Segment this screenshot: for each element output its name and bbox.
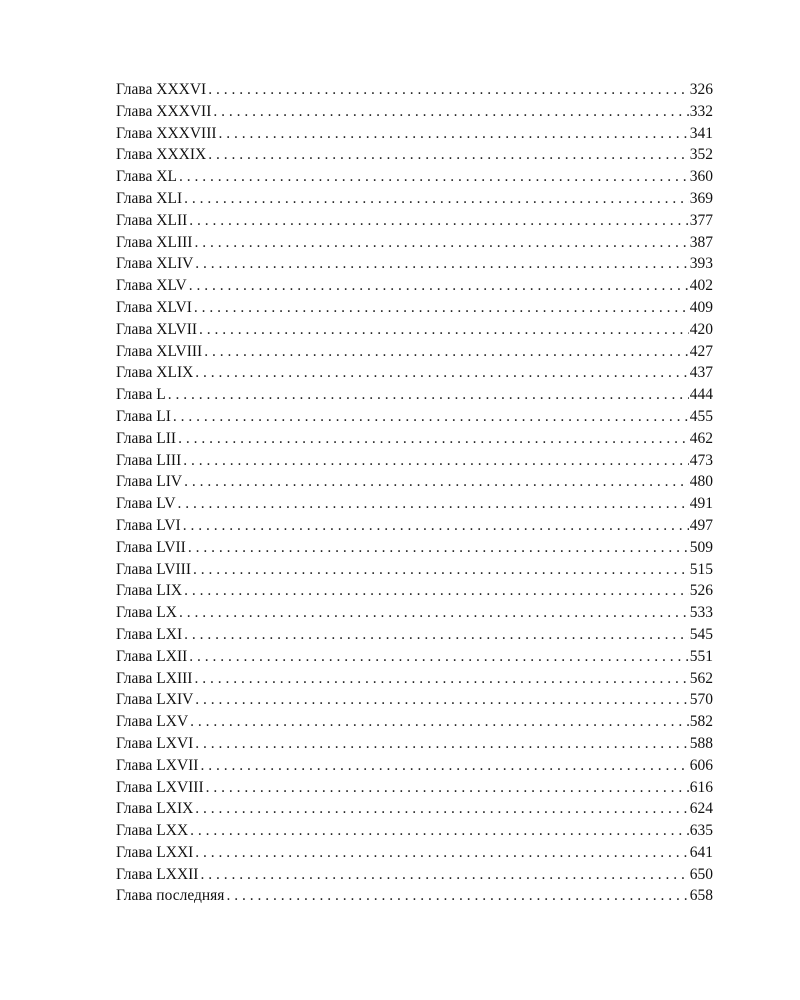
toc-dot-leader [199,319,689,341]
toc-entry[interactable] [116,711,713,733]
toc-entry-page: 455 [689,407,713,425]
toc-entry-title: Глава XLVI [116,298,192,316]
toc-entry[interactable] [116,144,713,166]
toc-dot-leader [178,428,689,450]
toc-entry-page: 497 [689,516,713,534]
toc-dot-leader [183,515,689,537]
toc-entry-page: 332 [689,102,713,120]
toc-dot-leader [195,253,688,275]
toc-entry-title: Глава LIII [116,451,182,469]
toc-entry[interactable] [116,232,713,254]
toc-entry-page: 624 [689,800,713,818]
toc-dot-leader [173,406,689,428]
toc-entry-page: 341 [689,124,713,142]
toc-entry[interactable] [116,341,713,363]
toc-entry-title: Глава LXIX [116,800,194,818]
toc-dot-leader [189,275,689,297]
toc-entry-page: 551 [689,647,713,665]
toc-dot-leader [219,123,689,145]
toc-entry[interactable] [116,188,713,210]
toc-entry[interactable] [116,842,713,864]
toc-dot-leader [184,580,689,602]
toc-entry-page: 526 [689,582,713,600]
toc-dot-leader [204,341,689,363]
toc-entry-page: 480 [689,473,713,491]
toc-entry-title: Глава LXVIII [116,778,204,796]
toc-entry-page: 588 [689,734,713,752]
toc-entry[interactable] [116,864,713,886]
toc-dot-leader [195,362,688,384]
toc-dot-leader [206,777,689,799]
toc-entry[interactable] [116,624,713,646]
toc-dot-leader [184,624,689,646]
toc-entry-title: Глава LVII [116,538,186,556]
toc-entry[interactable] [116,733,713,755]
toc-dot-leader [208,79,689,101]
toc-entry[interactable] [116,580,713,602]
toc-entry[interactable] [116,210,713,232]
toc-dot-leader [179,166,689,188]
toc-dot-leader [188,537,689,559]
toc-entry-title: Глава LII [116,429,177,447]
toc-entry-page: 462 [689,429,713,447]
toc-entry-page: 635 [689,822,713,840]
toc-dot-leader [194,297,689,319]
toc-entry-title: Глава XLVII [116,320,198,338]
toc-entry[interactable] [116,602,713,624]
toc-entry[interactable] [116,275,713,297]
toc-entry-page: 473 [689,451,713,469]
toc-entry[interactable] [116,646,713,668]
toc-entry[interactable] [116,820,713,842]
toc-entry-page: 377 [689,211,713,229]
toc-entry-title: Глава LIX [116,582,183,600]
toc-dot-leader [208,144,689,166]
toc-dot-leader [195,689,688,711]
toc-entry-title: Глава XXXIX [116,146,207,164]
toc-entry[interactable] [116,755,713,777]
toc-entry-title: Глава XL [116,168,177,186]
toc-dot-leader [179,602,689,624]
toc-dot-leader [200,755,688,777]
toc-entry[interactable] [116,537,713,559]
toc-dot-leader [195,733,688,755]
toc-dot-leader [184,471,689,493]
toc-entry[interactable] [116,79,713,101]
toc-dot-leader [190,711,689,733]
toc-entry-page: 533 [689,604,713,622]
toc-entry[interactable] [116,777,713,799]
toc-entry[interactable] [116,798,713,820]
toc-entry-title: Глава LVI [116,516,181,534]
toc-entry-title: Глава XLVIII [116,342,203,360]
toc-entry-page: 509 [689,538,713,556]
toc-dot-leader [168,384,689,406]
toc-entry-page: 360 [689,168,713,186]
toc-entry-title: Глава XXXVIII [116,124,217,142]
toc-entry[interactable] [116,362,713,384]
toc-entry-title: Глава XXXVI [116,81,207,98]
toc-dot-leader [178,493,689,515]
toc-dot-leader [184,188,689,210]
toc-entry[interactable] [116,166,713,188]
toc-entry-title: Глава XLV [116,277,187,295]
toc-entry-page: 616 [689,778,713,796]
toc-entry-page: 515 [689,560,713,578]
toc-entry-page: 562 [689,669,713,687]
toc-entry-title: Глава LXIV [116,691,194,709]
toc-dot-leader [183,450,689,472]
toc-entry-title: Глава LXIII [116,669,193,687]
toc-entry-title: Глава LXII [116,647,188,665]
toc-dot-leader [189,646,688,668]
toc-entry[interactable] [116,428,713,450]
toc-entry-page: 491 [689,495,713,513]
toc-entry-page: 444 [689,386,713,404]
toc-entry-title: Глава LX [116,604,177,622]
toc-entry[interactable] [116,450,713,472]
toc-entry-title: Глава XLII [116,211,188,229]
toc-entry-page: 582 [689,713,713,731]
table-of-contents [116,79,713,907]
toc-entry-title: Глава LXVII [116,756,199,774]
toc-entry-page: 402 [689,277,713,295]
toc-entry-title: Глава последняя [116,887,225,905]
toc-entry-page: 437 [689,364,713,382]
toc-entry[interactable] [116,559,713,581]
toc-entry[interactable] [116,297,713,319]
toc-entry-title: Глава LXXII [116,865,199,883]
toc-entry[interactable] [116,493,713,515]
toc-entry-page: 352 [689,146,713,164]
toc-entry-page: 369 [689,189,713,207]
toc-entry[interactable] [116,689,713,711]
toc-entry-page: 570 [689,691,713,709]
toc-entry-page: 427 [689,342,713,360]
toc-entry-page: 387 [689,233,713,251]
toc-entry-page: 606 [689,756,713,774]
toc-entry-page: 393 [689,255,713,273]
toc-entry[interactable] [116,515,713,537]
toc-dot-leader [200,864,688,886]
toc-entry-title: Глава LXI [116,625,183,643]
toc-entry-page: 650 [689,865,713,883]
toc-entry-title: Глава XXXVII [116,102,212,120]
toc-dot-leader [194,232,688,254]
toc-entry[interactable] [116,123,713,145]
toc-entry-title: Глава L [116,386,166,404]
toc-dot-leader [213,101,688,123]
toc-dot-leader [226,885,688,907]
toc-entry-title: Глава LI [116,407,171,425]
toc-dot-leader [189,210,688,232]
toc-entry[interactable] [116,406,713,428]
toc-entry-page: 641 [689,843,713,861]
toc-entry[interactable] [116,319,713,341]
toc-dot-leader [194,668,688,690]
toc-entry[interactable] [116,384,713,406]
toc-entry-page: 326 [689,81,713,98]
toc-entry[interactable] [116,101,713,123]
toc-entry-title: Глава LXVI [116,734,194,752]
toc-entry-title: Глава XLIV [116,255,194,273]
toc-entry-title: Глава XLI [116,189,183,207]
toc-entry-title: Глава XLIX [116,364,194,382]
toc-dot-leader [195,798,688,820]
toc-entry-title: Глава LXXI [116,843,194,861]
toc-dot-leader [193,559,689,581]
toc-entry-page: 409 [689,298,713,316]
toc-entry-title: Глава LV [116,495,176,513]
toc-entry-page: 658 [689,887,713,905]
toc-entry-title: Глава XLIII [116,233,193,251]
toc-entry-page: 420 [689,320,713,338]
toc-entry-page: 545 [689,625,713,643]
toc-entry-title: Глава LXX [116,822,189,840]
toc-entry[interactable] [116,885,713,907]
toc-entry-title: Глава LVIII [116,560,192,578]
toc-entry[interactable] [116,471,713,493]
toc-entry-title: Глава LIV [116,473,183,491]
toc-entry-title: Глава LXV [116,713,189,731]
toc-dot-leader [190,820,689,842]
toc-entry[interactable] [116,253,713,275]
toc-dot-leader [195,842,688,864]
toc-entry[interactable] [116,668,713,690]
